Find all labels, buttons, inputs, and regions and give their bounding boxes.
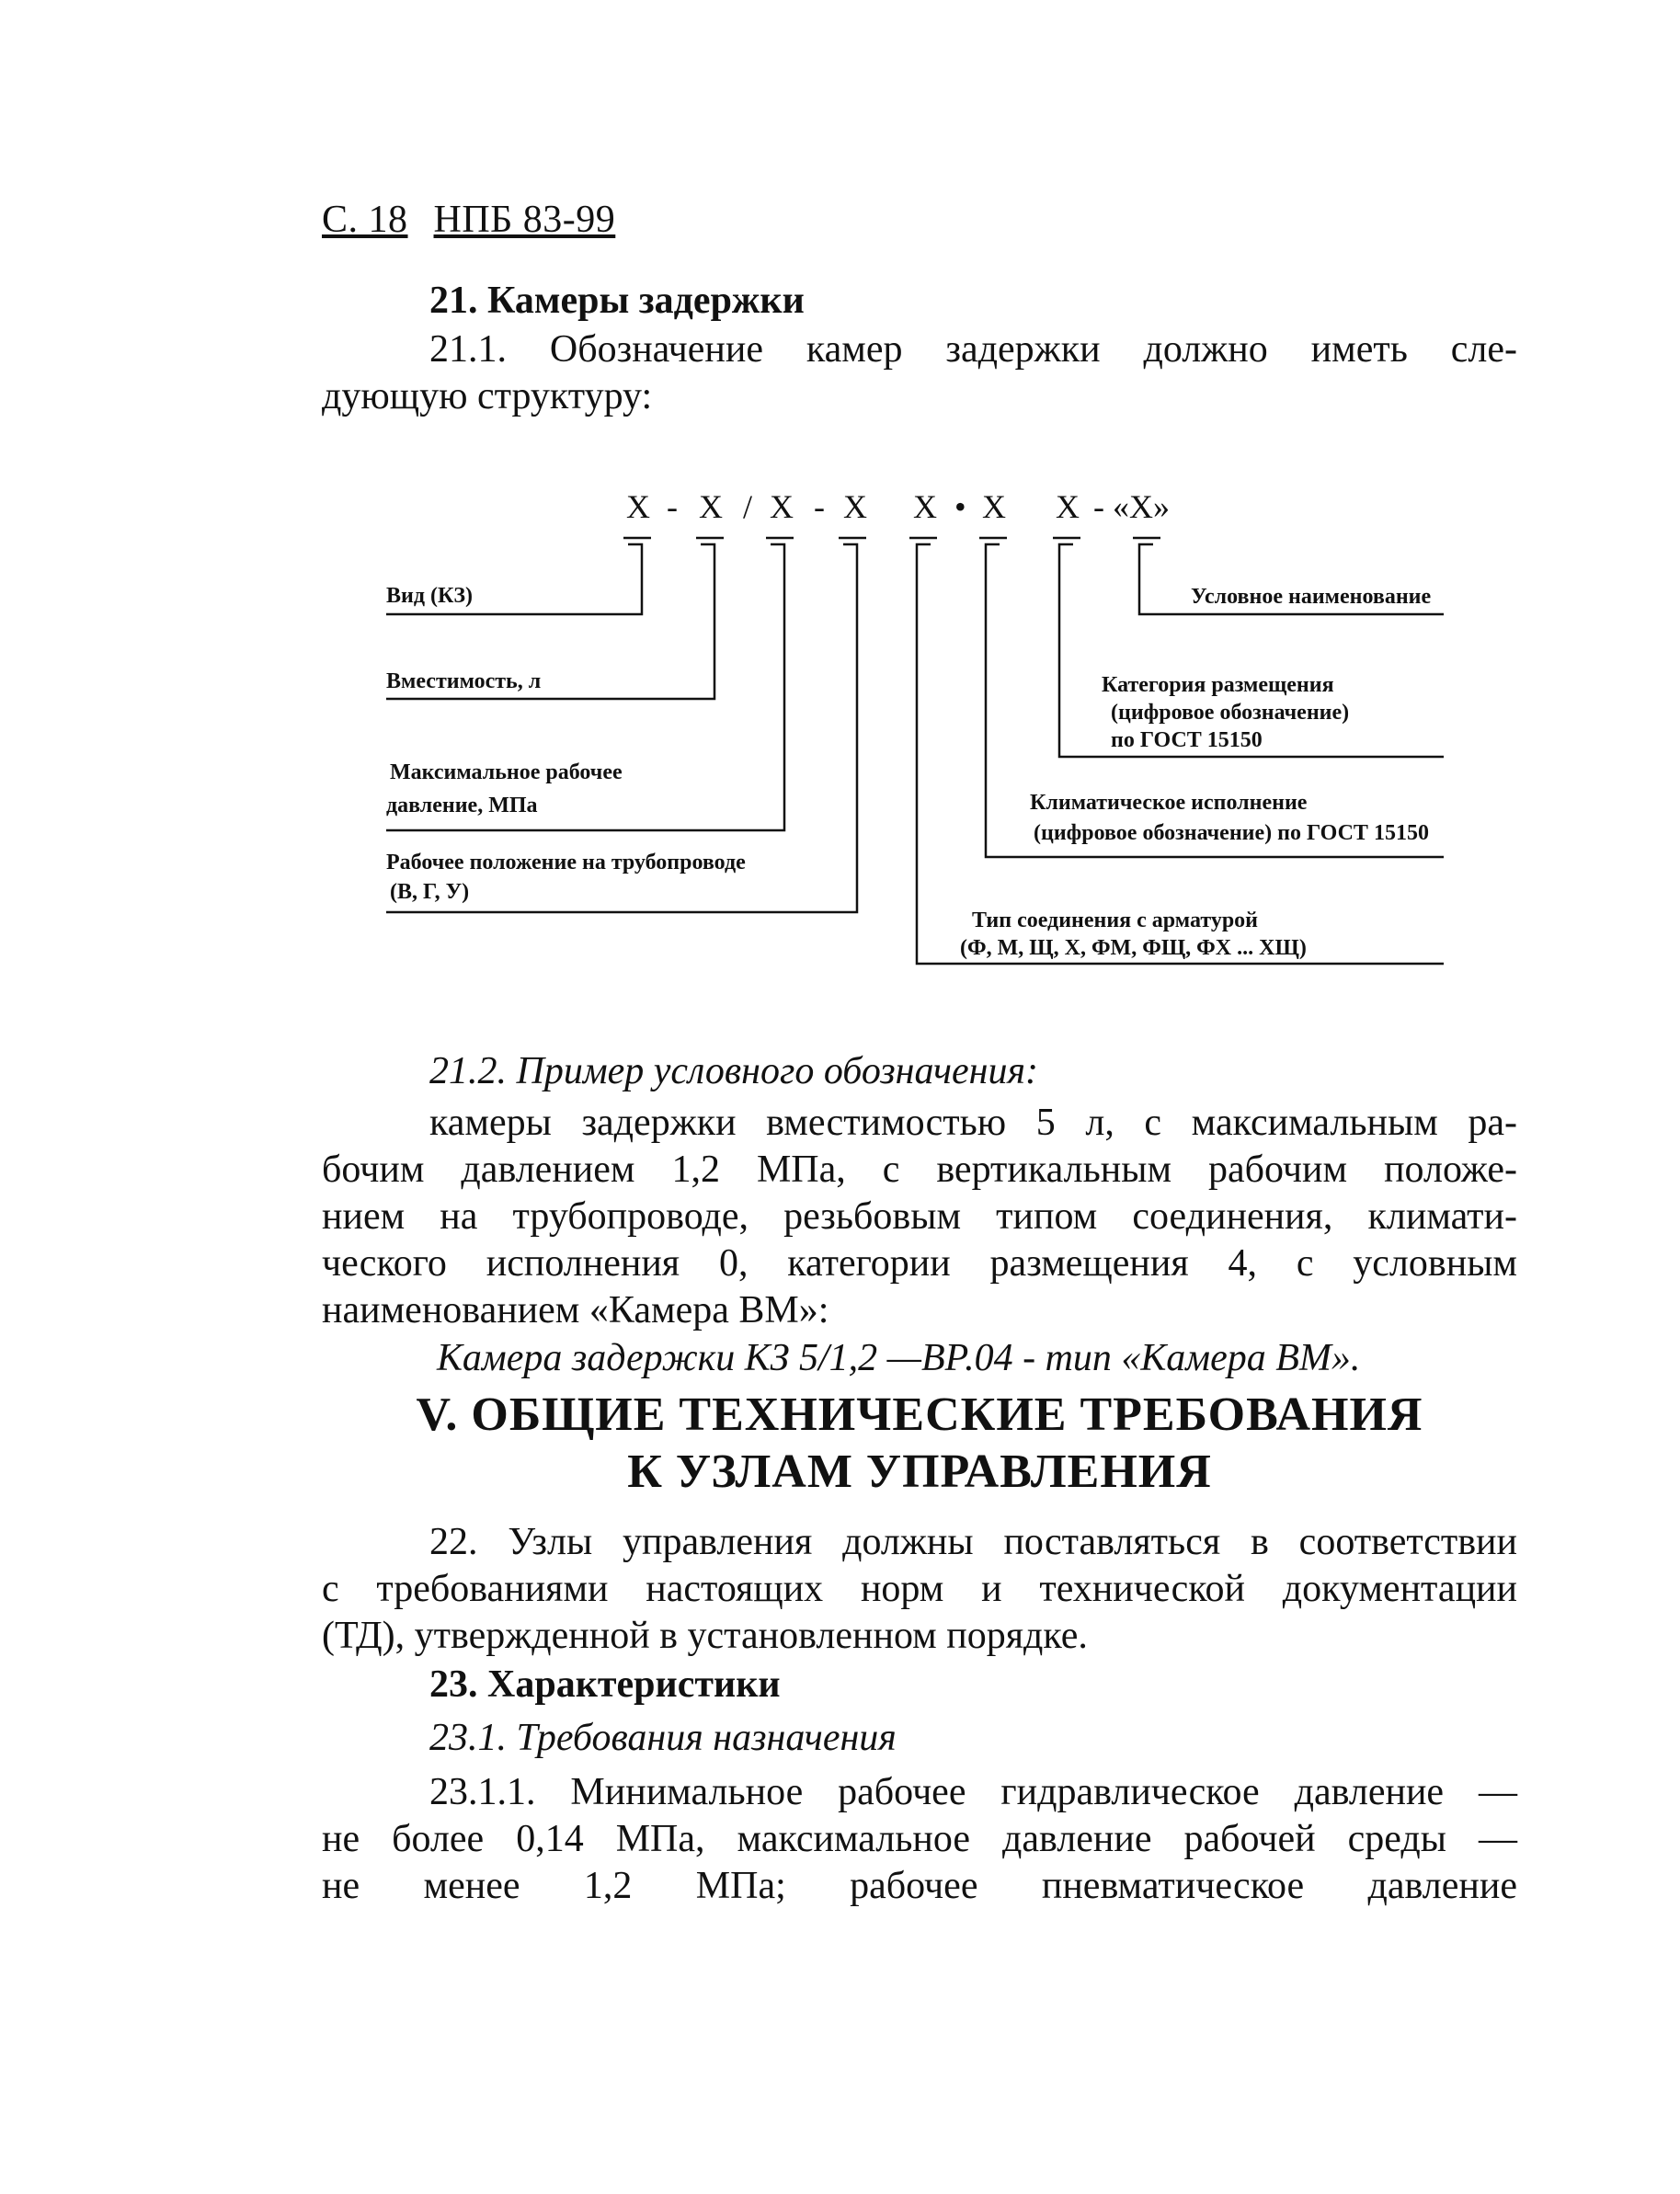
example-designation bbox=[437, 1335, 1540, 1382]
label-category-line3: по ГОСТ 15150 bbox=[1111, 728, 1263, 752]
paragraph-line: дующую структуру: bbox=[322, 375, 653, 417]
code-char: Х bbox=[1056, 488, 1080, 525]
paragraph-line: 23.1.1. Минимальное рабочее гидравлическое давление — bbox=[429, 1771, 1517, 1813]
paragraph-line: 22. Узлы управления должны поставляться в соответствии bbox=[429, 1521, 1517, 1563]
code-char: / bbox=[743, 488, 753, 525]
paragraph-line: не менее 1,2 МПа; рабочее пневматическое давление bbox=[322, 1865, 1517, 1907]
label-pressure-line2: давление, МПа bbox=[386, 794, 538, 817]
section-5-title-line1: V. ОБЩИЕ ТЕХНИЧЕСКИЕ ТРЕБОВАНИЯ bbox=[416, 1388, 1423, 1441]
code-char: • bbox=[954, 488, 966, 525]
paragraph-line: с требованиями настоящих норм и технической документации bbox=[322, 1568, 1517, 1610]
doc-code: НПБ 83-99 bbox=[433, 199, 616, 241]
code-char: Х bbox=[699, 488, 723, 525]
label-vid: Вид (КЗ) bbox=[386, 584, 474, 608]
paragraph-line: ческого исполнения 0, категории размещения 4, с условным bbox=[322, 1242, 1517, 1285]
code-char: «Х» bbox=[1113, 488, 1170, 525]
section-21-title: 21. Камеры задержки bbox=[429, 280, 805, 322]
example-designation-text: Камера задержки КЗ 5/1,2 —ВР.04 - тип «Камера ВМ». bbox=[437, 1337, 1361, 1379]
code-char: - bbox=[814, 488, 825, 525]
paragraph-line: не более 0,14 МПа, максимальное давление рабочей среды — bbox=[322, 1818, 1517, 1860]
diagram-lines bbox=[368, 478, 1471, 993]
paragraph-line: бочим давлением 1,2 МПа, с вертикальным рабочим положе- bbox=[322, 1148, 1517, 1191]
code-char: - bbox=[667, 488, 678, 525]
example-heading-text: 21.2. Пример условного обозначения: bbox=[429, 1050, 1038, 1092]
paragraph-21-2 bbox=[322, 1100, 1517, 1334]
code-char: Х bbox=[626, 488, 650, 525]
paragraph-23-1-1 bbox=[322, 1769, 1517, 1910]
paragraph-line: (ТД), утвержденной в установленном порядке. bbox=[322, 1615, 1088, 1657]
section-23-title: 23. Характеристики bbox=[429, 1663, 781, 1706]
label-name: Условное наименование bbox=[1191, 585, 1432, 609]
label-connection-line1: Тип соединения с арматурой bbox=[972, 908, 1258, 932]
label-climate-line1: Климатическое исполнение bbox=[1030, 791, 1308, 815]
example-heading bbox=[429, 1048, 1165, 1095]
label-position-line2: (В, Г, У) bbox=[390, 880, 470, 904]
paragraph-line: нием на трубопроводе, резьбовым типом соединения, климати- bbox=[322, 1195, 1517, 1238]
section-5-title bbox=[322, 1387, 1517, 1501]
label-pressure-line1: Максимальное рабочее bbox=[390, 760, 623, 784]
paragraph-line: наименованием «Камера ВМ»: bbox=[322, 1289, 829, 1331]
label-climate-line2: (цифровое обозначение) по ГОСТ 15150 bbox=[1034, 821, 1429, 845]
designation-structure-diagram bbox=[368, 478, 1471, 993]
page-header bbox=[322, 198, 641, 242]
page-number: С. 18 bbox=[322, 199, 408, 241]
label-connection-line2: (Ф, М, Щ, Х, ФМ, ФЩ, ФХ ... ХЩ) bbox=[960, 936, 1307, 960]
code-char: Х bbox=[982, 488, 1006, 525]
paragraph-line: 21.1. Обозначение камер задержки должно иметь сле- bbox=[429, 328, 1517, 371]
code-char: Х bbox=[843, 488, 867, 525]
code-char: - bbox=[1093, 488, 1104, 525]
label-category-line2: (цифровое обозначение) bbox=[1111, 701, 1350, 725]
label-volume: Вместимость, л bbox=[386, 669, 542, 693]
section-5-title-line2: К УЗЛАМ УПРАВЛЕНИЯ bbox=[627, 1446, 1212, 1498]
subsection-23-1 bbox=[429, 1715, 1165, 1762]
paragraph-21-1 bbox=[322, 326, 1517, 420]
paragraph-22 bbox=[322, 1519, 1517, 1660]
code-char: Х bbox=[913, 488, 937, 525]
paragraph-line: камеры задержки вместимостью 5 л, с максимальным ра- bbox=[429, 1102, 1517, 1144]
code-char: Х bbox=[770, 488, 794, 525]
label-category-line1: Категория размещения bbox=[1102, 673, 1334, 697]
subsection-23-1-title: 23.1. Требования назначения bbox=[429, 1717, 897, 1759]
label-position-line1: Рабочее положение на трубопроводе bbox=[386, 851, 746, 874]
